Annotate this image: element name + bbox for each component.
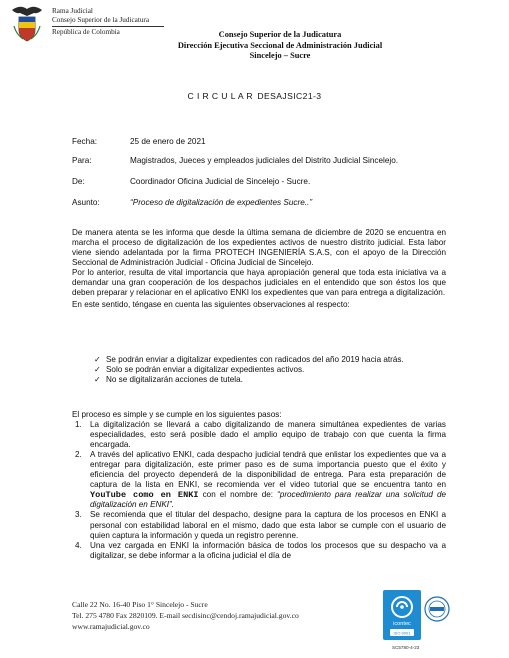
list-item-text: Se podrán enviar a digitalizar expedientes con radicados del año 2019 hacia atrás.	[106, 355, 404, 364]
meta-de	[72, 176, 311, 187]
step-text: Una vez cargada en ENKI la información básica de todos los procesos que su despacho va a digitalizar, se debe informar a la oficina judicial el día de	[90, 540, 446, 560]
iqnet-seal-icon	[424, 596, 450, 622]
step-number: 4.	[75, 540, 82, 550]
list-item-text: Solo se podrán enviar a digitalizar expedientes activos.	[106, 365, 305, 375]
steps-section	[72, 410, 446, 561]
step-number: 3.	[75, 510, 82, 520]
list-item	[94, 355, 446, 365]
asunto-label: Asunto:	[72, 198, 100, 207]
step-3	[72, 510, 446, 540]
footer-line-2: Tel. 275 4780 Fax 2820109. E-mail secdisinc@cendoj.ramajudicial.gov.co	[72, 610, 299, 620]
para-value: Magistrados, Jueces y empleados judiciales del Distrito Judicial Sincelejo.	[130, 156, 399, 165]
cert-code: SC5780-4-23	[392, 645, 420, 650]
fecha-value: 25 de enero de 2021	[130, 137, 206, 146]
meta-para	[72, 155, 399, 166]
footer-address	[72, 600, 299, 632]
asunto-value: “Proceso de digitalización de expedientes Sucre..”	[130, 198, 313, 207]
step-text: La digitalización se llevará a cabo digitalizando de manera simultánea expedientes de varias especialidades, esto será posible dado el amplio equipo de trabajo con que cuenta la firma encargada.	[90, 420, 446, 450]
checkmark-icon: ✓	[94, 355, 101, 364]
icontec-logo	[383, 590, 421, 640]
letterhead	[0, 0, 509, 70]
meta-asunto	[72, 197, 313, 208]
entity-line-3: Sincelejo – Sucre	[249, 51, 311, 61]
certification-seal-icon	[383, 590, 421, 640]
title-spaced: C I R C U L A R	[187, 91, 253, 101]
org-line-2: Consejo Superior de la Judicatura	[52, 16, 150, 25]
footer-line-3: www.ramajudicial.gov.co	[72, 621, 150, 631]
body-text	[72, 228, 446, 310]
title-code: DESAJSIC21-3	[257, 91, 322, 101]
footer-line-1: Calle 22 No. 16-40 Piso 1° Sincelejo - Sucre	[72, 600, 208, 609]
step-1	[72, 420, 446, 450]
document-title	[0, 91, 509, 101]
steps-intro: El proceso es simple y se cumple en los siguientes pasos:	[72, 410, 282, 419]
paragraph-3: En este sentido, téngase en cuenta las siguientes observaciones al respecto:	[72, 300, 350, 310]
checkmark-icon: ✓	[94, 375, 101, 385]
step-text: A través del aplicativo ENKI, cada despacho judicial tendrá que enlistar los expedientes que va a entregar para digitalización, este primer paso es de suma importancia puesto que el éxito y eficiencia del proyecto dependerá de la disponibilidad de entrega. Para esta preparación de captura de la lista en ENKI, se recomienda ver el video tutorial que se encuentra tanto en	[90, 450, 446, 490]
fecha-label: Fecha:	[72, 137, 98, 146]
checkmark-icon: ✓	[94, 365, 101, 375]
de-value: Coordinador Oficina Judicial de Sincelejo - Sucre.	[130, 177, 311, 186]
paragraph-1: De manera atenta se les informa que desde la última semana de diciembre de 2020 se encuentra en marcha el proceso de digitalización de los expedientes activos de nuestro distrito judicial. Esta labor viene siendo adelantada por la firma PROTECH INGENIERÍA S.A.S, con el apoyo de la Dirección Seccional de Administración Judicial - Oficina Judicial de Sincelejo.	[72, 228, 446, 268]
entity-block	[100, 30, 460, 62]
entity-line-2: Dirección Ejecutiva Seccional de Administración Judicial	[177, 40, 383, 50]
step-4	[72, 541, 446, 561]
list-item	[94, 375, 446, 385]
youtube-enki-highlight: YouTube como en ENKI	[90, 490, 199, 501]
country-line: República de Colombia	[52, 28, 120, 37]
org-line-1: Rama Judicial	[52, 7, 93, 15]
entity-line-1: Consejo Superior de la Judicatura	[218, 30, 342, 39]
step-text: Se recomienda que el titular del despacho, designe para la captura de los procesos en ENKI a personal con estabilidad laboral en el mismo, dado que esta labor se cumple con el usuario de quien captura la información y queda un registro perenne.	[90, 510, 446, 540]
de-label: De:	[72, 177, 85, 186]
paragraph-2: Por lo anterior, resulta de vital importancia que haya apropiación general que toda esta iniciativa va a demandar una gran cooperación de los despachos judiciales en el entendido que son éstos los que deben preparar y relacionar en el aplicativo ENKI los expedientes que van para entrega a digitalización.	[72, 268, 446, 298]
coat-of-arms-icon	[8, 4, 46, 44]
org-divider	[52, 26, 164, 27]
list-item-text: No se digitalizarán acciones de tutela.	[106, 375, 243, 385]
meta-fecha	[72, 136, 206, 147]
step-2	[72, 450, 446, 510]
step-text-cont: con el nombre de:	[202, 490, 274, 500]
observations-list	[94, 355, 446, 385]
step-number: 2.	[75, 450, 82, 460]
para-label: Para:	[72, 156, 92, 165]
step-number: 1.	[75, 420, 82, 430]
list-item	[94, 365, 446, 375]
cert-brand: icontec	[393, 621, 411, 627]
tutorial-name: “procedimiento para realizar una solicitud de digitalización en ENKI”.	[90, 490, 446, 510]
cert-iso: ISO 9001	[393, 630, 411, 636]
